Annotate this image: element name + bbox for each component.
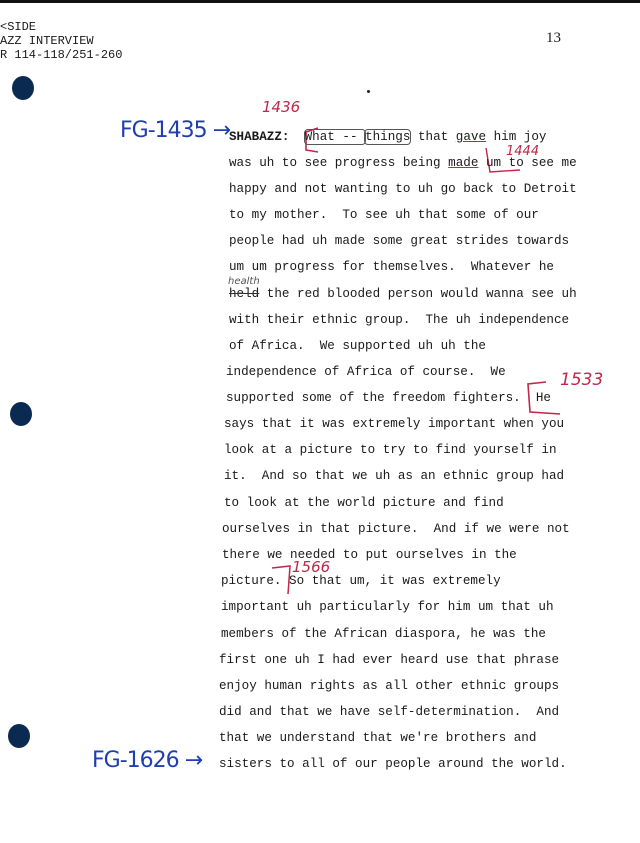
header-line-3: R 114-118/251-260 (0, 48, 123, 62)
transcript-line-16: ourselves in that picture. And if we were not (222, 522, 570, 536)
text-fragment: picture. (221, 574, 282, 588)
top-border (0, 0, 640, 3)
transcript-line-6: um um progress for themselves. Whatever he (229, 260, 554, 274)
stray-dot (367, 90, 370, 93)
transcript-line-22: enjoy human rights as all other ethnic groups (219, 679, 560, 693)
transcript-line-3: happy and not wanting to uh go back to Detroit (229, 182, 577, 196)
underlined-made: made (448, 156, 479, 170)
transcript-line-13: look at a picture to try to find yourself in (224, 443, 557, 457)
transcript-line-11 (226, 391, 551, 405)
text-fragment: was uh to see progress being (229, 156, 449, 170)
annotation-1533: 1533 (560, 370, 604, 390)
text-fragment-he: He (535, 391, 551, 405)
transcript-line-12: says that it was extremely important when you (224, 417, 565, 431)
punch-hole-bottom (8, 724, 30, 748)
transcript-line-9: of Africa. We supported uh uh the (229, 339, 486, 353)
annotation-fg-top-label: FG-1435 (120, 118, 207, 143)
text-fragment: um to see me (478, 156, 577, 170)
document-header (0, 20, 122, 62)
annotation-fg-bottom-label: FG-1626 (92, 748, 179, 773)
annotation-1436: 1436 (262, 98, 301, 116)
struck-word: held (229, 287, 260, 301)
transcript-line-18 (221, 574, 501, 588)
annotation-fg-top (120, 118, 230, 143)
transcript-line-21: first one uh I had ever heard use that phrase (219, 653, 560, 667)
transcript-line-5: people had uh made some great strides towards (229, 234, 570, 248)
transcript-line-19: important uh particularly for him um that uh (221, 600, 554, 614)
text-fragment: the red blooded person would wanna see uh (259, 287, 577, 301)
text-fragment: supported some of the freedom fighters. (226, 391, 536, 405)
transcript-line-2 (229, 156, 577, 170)
annotation-1444: 1444 (506, 144, 540, 159)
transcript-line-25: sisters to all of our people around the world. (219, 757, 567, 771)
transcript-line-7 (229, 287, 577, 301)
transcript-line-8: with their ethnic group. The uh independence (229, 313, 570, 327)
boxed-things: things (365, 130, 411, 144)
punch-hole-top (12, 76, 34, 100)
transcript-line-23: did and that we have self-determination. And (219, 705, 560, 719)
transcript-line-15: to look at the world picture and find (224, 496, 504, 510)
arrow-icon: → (184, 748, 203, 773)
page-number: 13 (546, 30, 561, 46)
arrow-icon: → (212, 118, 231, 143)
text-fragment: So that um, it was extremely (281, 574, 501, 588)
speaker-label: SHABAZZ: (229, 130, 290, 144)
text-fragment: that (410, 130, 456, 144)
transcript-line-1 (229, 130, 546, 144)
header-line-1: <SIDE (0, 20, 37, 34)
header-line-2: AZZ INTERVIEW (0, 34, 94, 48)
transcript-line-20: members of the African diaspora, he was the (221, 627, 546, 641)
punch-hole-middle (10, 402, 32, 426)
transcript-line-24: that we understand that we're brothers and (219, 731, 537, 745)
boxed-what: What -- (304, 130, 366, 144)
transcript-line-14: it. And so that we uh as an ethnic group had (224, 469, 565, 483)
transcript-line-17: there we needed to put ourselves in the (222, 548, 517, 562)
annotation-pencil-word: health (228, 276, 260, 287)
transcript-line-4: to my mother. To see uh that some of our (229, 208, 539, 222)
underlined-gave: gave (455, 130, 487, 144)
transcript-line-10: independence of Africa of course. We (226, 365, 506, 379)
text-fragment: him joy (486, 130, 547, 144)
annotation-1566: 1566 (292, 558, 331, 576)
annotation-fg-bottom (92, 748, 202, 773)
